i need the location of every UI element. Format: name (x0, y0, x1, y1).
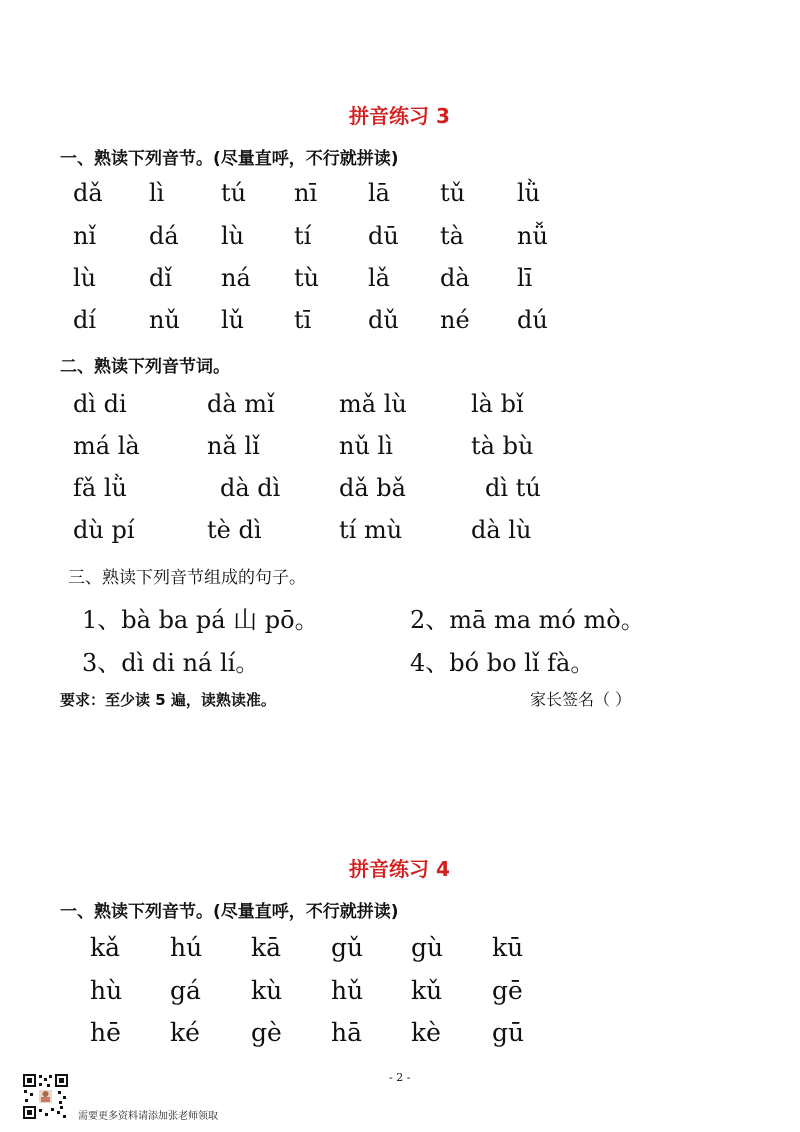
syllable-word: nǎ lǐ (207, 432, 260, 460)
syllable: dí (73, 306, 97, 334)
syllable-word: tà bù (471, 432, 534, 460)
syllable: dú (517, 306, 548, 334)
syllable: hù (90, 976, 123, 1005)
syllable: dū (368, 222, 399, 250)
syllable: né (440, 306, 470, 334)
syllable-word: dà mǐ (207, 390, 275, 418)
syllable: hā (331, 1018, 363, 1047)
syllable: kǔ (411, 976, 443, 1005)
syllable-word: dì tú (485, 474, 541, 502)
syllable: hú (170, 933, 203, 962)
syllable: tǔ (440, 179, 466, 207)
syllable: gè (251, 1018, 282, 1047)
syllable: tī (294, 306, 312, 334)
syllable: dá (149, 222, 179, 250)
syllable: tí (294, 222, 312, 250)
syllable: dǔ (368, 306, 399, 334)
syllable-word: tí mù (339, 516, 403, 544)
syllable: ná (221, 264, 251, 292)
parent-signature: 家长签名（ ） (530, 690, 632, 709)
exercise3-section1-heading: 一、熟读下列音节。(尽量直呼，不行就拼读) (60, 149, 399, 169)
syllable: hē (90, 1018, 121, 1047)
syllable: ké (170, 1018, 200, 1047)
syllable-word: mǎ lù (339, 390, 407, 418)
syllable-word: dù pí (73, 516, 135, 544)
syllable-word: là bǐ (471, 390, 524, 418)
syllable-word: dà lù (471, 516, 532, 544)
syllable: kǎ (90, 933, 121, 962)
exercise3-section3-heading: 三、熟读下列音节组成的句子。 (68, 568, 306, 588)
syllable-word: má là (73, 432, 140, 460)
syllable-word: tè dì (207, 516, 262, 544)
syllable: gū (492, 1018, 525, 1047)
syllable: dà (440, 264, 470, 292)
syllable: gē (492, 976, 523, 1005)
syllable: tà (440, 222, 464, 250)
exercise4-title: 拼音练习 4 (349, 857, 450, 881)
exercise4-section1-heading: 一、熟读下列音节。(尽量直呼，不行就拼读) (60, 902, 399, 922)
syllable: lǔ (221, 306, 245, 334)
syllable: lù (73, 264, 97, 292)
syllable: lī (517, 264, 533, 292)
syllable: kè (411, 1018, 441, 1047)
syllable-word: dì di (73, 390, 127, 418)
reading-requirement: 要求：至少读 5 遍，读熟读准。 (60, 691, 276, 709)
sentence-3: 3、dì di ná lí。 (82, 649, 260, 677)
syllable: gá (170, 976, 201, 1005)
syllable: tù (294, 264, 320, 292)
qr-code[interactable] (22, 1073, 69, 1120)
syllable: lǜ (517, 179, 541, 207)
qr-code-icon (22, 1073, 69, 1120)
syllable: nī (294, 179, 318, 207)
syllable-word: nǔ lì (339, 432, 393, 460)
exercise3-section2-heading: 二、熟读下列音节词。 (60, 357, 230, 377)
syllable: lì (149, 179, 165, 207)
syllable: nǔ (149, 306, 180, 334)
syllable: kā (251, 933, 282, 962)
syllable: tú (221, 179, 247, 207)
syllable: nǐ (73, 222, 97, 250)
page-number: - 2 - (389, 1071, 411, 1084)
syllable-word: fǎ lǜ (73, 474, 127, 502)
sentence-1: 1、bà ba pá 山 pō。 (82, 606, 319, 634)
syllable: kù (251, 976, 283, 1005)
sentence-4: 4、bó bo lǐ fà。 (410, 649, 595, 677)
syllable: kū (492, 933, 524, 962)
qr-code-note: 需要更多资料请添加张老师领取 (78, 1111, 218, 1122)
syllable: gǔ (331, 933, 364, 962)
syllable: gù (411, 933, 444, 962)
syllable: lā (368, 179, 390, 207)
syllable: dǐ (149, 264, 173, 292)
sentence-2: 2、mā ma mó mò。 (410, 606, 645, 634)
syllable-word: dǎ bǎ (339, 474, 406, 502)
syllable: hǔ (331, 976, 364, 1005)
syllable-word: dà dì (220, 474, 281, 502)
syllable: lù (221, 222, 245, 250)
exercise3-title: 拼音练习 3 (349, 104, 450, 128)
syllable: dǎ (73, 179, 103, 207)
syllable: nǚ (517, 222, 548, 250)
syllable: lǎ (368, 264, 390, 292)
